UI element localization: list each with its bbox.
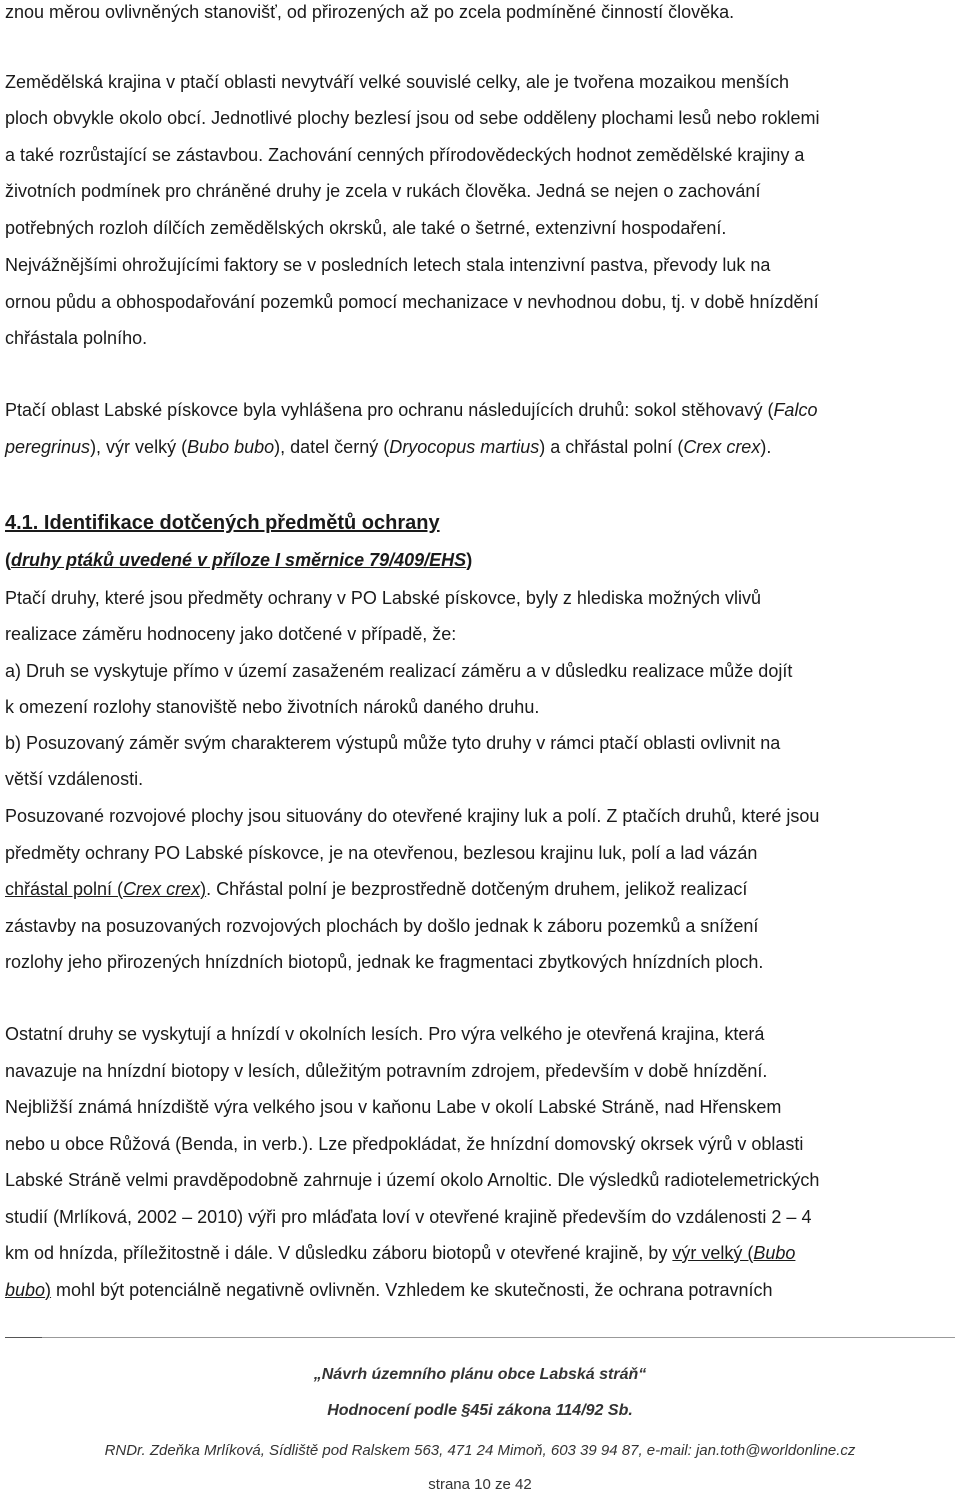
- subheading-text: druhy ptáků uvedené v příloze I směrnice 79/409/EHS: [11, 550, 467, 570]
- text-run: ), datel černý (: [274, 437, 390, 457]
- text-run: Ptačí oblast Labské pískovce byla vyhlášena pro ochranu následujících druhů: sokol stěhovavý (: [5, 400, 774, 420]
- species-latin-name: bubo: [5, 1280, 46, 1300]
- text-line: ornou půdu a obhospodařování pozemků pomocí mechanizace v nevhodnou dobu, tj. v době hnízdění: [5, 292, 819, 312]
- text-line: nebo u obce Růžová (Benda, in verb.). Lze předpokládat, že hnízdní domovský okrsek výrů v oblasti: [5, 1134, 804, 1154]
- text-run: výr velký (: [672, 1243, 754, 1263]
- text-run: ), výr velký (: [90, 437, 188, 457]
- text-run: ): [45, 1280, 52, 1300]
- text-line: [5, 1241, 795, 1265]
- species-latin-name: Crex crex: [123, 879, 201, 899]
- text-line: Zemědělská krajina v ptačí oblasti nevytváří velké souvislé celky, ale je tvořena mozaikou menších: [5, 72, 790, 92]
- text-line: Nejbližší známá hnízdiště výra velkého jsou v kaňonu Labe v okolí Labské Stráně, nad Hřenskem: [5, 1097, 782, 1117]
- footnote-separator: [5, 1337, 42, 1338]
- text-line: realizace záměru hodnoceny jako dotčené v případě, že:: [5, 624, 457, 644]
- section-subheading: [5, 548, 472, 572]
- text-line: a) Druh se vyskytuje přímo v území zasaženém realizací záměru a v důsledku realizace může dojít: [5, 661, 793, 681]
- section-heading: 4.1. Identifikace dotčených předmětů ochrany: [5, 512, 440, 534]
- text-line: [5, 398, 817, 422]
- footer-title: „Návrh územního plánu obce Labská stráň“: [313, 1366, 647, 1383]
- text-line: Posuzované rozvojové plochy jsou situovány do otevřené krajiny luk a polí. Z ptačích druhů, které jsou: [5, 806, 820, 826]
- text-line: navazuje na hnízdní biotopy v lesích, důležitým potravním zdrojem, především v době hnízdění.: [5, 1061, 768, 1081]
- text-line: [5, 1278, 772, 1302]
- footer-subtitle: Hodnocení podle §45i zákona 114/92 Sb.: [327, 1402, 633, 1419]
- text-run: km od hnízda, příležitostně i dále. V důsledku záboru biotopů v otevřené krajině, by: [5, 1243, 673, 1263]
- text-line: chřástala polního.: [5, 328, 148, 348]
- text-run: (: [5, 550, 11, 570]
- text-line: předměty ochrany PO Labské pískovce, je na otevřenou, bezlesou krajinu luk, polí a lad vázán: [5, 843, 758, 863]
- text-line: Ptačí druhy, které jsou předměty ochrany v PO Labské pískovce, byly z hlediska možných vlivů: [5, 588, 761, 608]
- text-line: větší vzdálenosti.: [5, 769, 144, 789]
- text-line: b) Posuzovaný záměr svým charakterem výstupů může tyto druhy v rámci ptačí oblasti ovlivnit na: [5, 733, 781, 753]
- text-line: zástavby na posuzovaných rozvojových plochách by došlo jednak k záboru pozemků a snížení: [5, 916, 759, 936]
- footer-address: RNDr. Zdeňka Mrlíková, Sídliště pod Ralskem 563, 471 24 Mimoň, 603 39 94 87, e-mail: jan.toth@worldonline.cz: [104, 1442, 856, 1459]
- text-run: mohl být potenciálně negativně ovlivněn. Vzhledem ke skutečnosti, že ochrana potravních: [51, 1280, 773, 1300]
- text-line: k omezení rozlohy stanoviště nebo životních nároků daného druhu.: [5, 697, 540, 717]
- text-line: rozlohy jeho přirozených hnízdních biotopů, jednak ke fragmentaci zbytkových hnízdních ploch.: [5, 952, 764, 972]
- text-run: ) a chřástal polní (: [539, 437, 684, 457]
- text-line: [5, 435, 771, 459]
- text-line: znou měrou ovlivněných stanovišť, od přirozených až po zcela podmíněné činností člověka.: [5, 2, 735, 22]
- text-run: ): [466, 550, 473, 570]
- text-run: chřástal polní (: [5, 879, 124, 899]
- text-line: Ostatní druhy se vyskytují a hnízdí v okolních lesích. Pro výra velkého je otevřená krajina, která: [5, 1024, 765, 1044]
- species-latin-name: Bubo: [753, 1243, 796, 1263]
- species-latin-name: peregrinus: [5, 437, 91, 457]
- text-line: ploch obvykle okolo obcí. Jednotlivé plochy bezlesí jsou od sebe odděleny plochami lesů nebo roklemi: [5, 108, 820, 128]
- text-run: ): [200, 879, 207, 899]
- text-line: životních podmínek pro chráněné druhy je zcela v rukách člověka. Jedná se nejen o zachování: [5, 181, 761, 201]
- text-line: Nejvážnějšími ohrožujícími faktory se v posledních letech stala intenzivní pastva, převody luk na: [5, 255, 771, 275]
- species-latin-name: Bubo bubo: [187, 437, 275, 457]
- text-line: [5, 877, 747, 901]
- species-latin-name: Falco: [773, 400, 818, 420]
- text-run: . Chřástal polní je bezprostředně dotčeným druhem, jelikož realizací: [206, 879, 748, 899]
- species-latin-name: Dryocopus martius: [389, 437, 540, 457]
- text-line: a také rozrůstající se zástavbou. Zachování cenných přírodovědeckých hodnot zemědělské krajiny a: [5, 145, 805, 165]
- page-number: strana 10 ze 42: [428, 1476, 532, 1493]
- text-line: studií (Mrlíková, 2002 – 2010) výři pro mláďata loví v otevřené krajině především do vzdálenosti 2 – 4: [5, 1207, 812, 1227]
- text-line: potřebných rozloh dílčích zemědělských okrsků, ale také o šetrné, extenzivní hospodaření.: [5, 218, 727, 238]
- footer-divider: [42, 1337, 955, 1338]
- text-line: Labské Stráně velmi pravděpodobně zahrnuje i území okolo Arnoltic. Dle výsledků radiotelemetrických: [5, 1170, 820, 1190]
- species-latin-name: Crex crex: [683, 437, 761, 457]
- text-run: ).: [760, 437, 772, 457]
